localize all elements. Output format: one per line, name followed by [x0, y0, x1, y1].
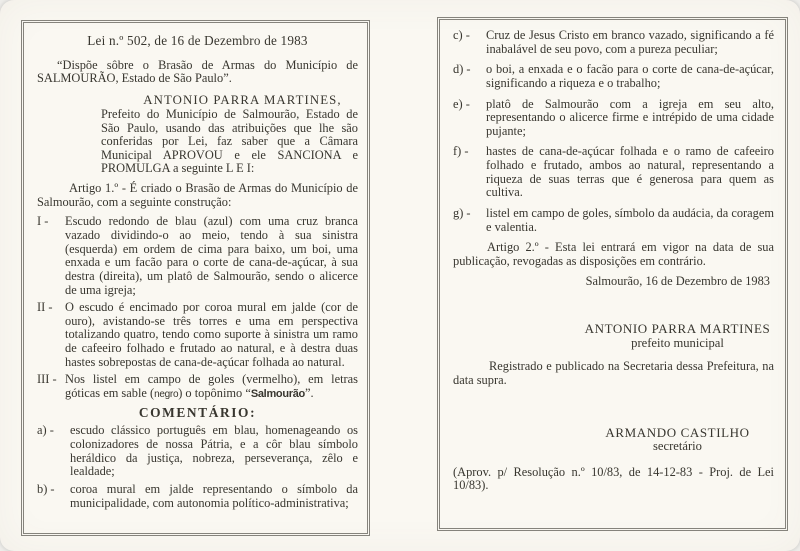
article-1: Artigo 1.º - É criado o Brasão de Armas do Município de Salmourão, com a seguinte construção: — [37, 181, 358, 209]
law-title: Lei n.º 502, de 16 de Dezembro de 1983 — [87, 33, 308, 48]
comment-item-a — [37, 424, 358, 479]
clause-iii — [37, 373, 358, 400]
secretary-signature-name: ARMANDO CASTILHO — [605, 424, 750, 440]
preamble-text: Prefeito do Município de Salmourão, Estado de São Paulo, usando das atribuições que lhe são conferidas por Lei, faz saber que a Câmara Municipal APROVOU e ele SANCIONA e PROMULGA a seguinte L E I: — [101, 106, 358, 176]
comment-item-c — [453, 29, 774, 56]
comment-item-a-marker: a) - — [37, 423, 54, 438]
mayor-signature-name: ANTONIO PARRA MARTINES — [584, 321, 771, 337]
clause-i-marker: I - — [37, 214, 49, 229]
comment-item-f — [453, 145, 774, 200]
comment-item-g-marker: g) - — [453, 206, 471, 221]
comment-item-f-text: hastes de cana-de-açúcar folhada e o ramo de cafeeiro folhado e frutado, ambos ao natural, representando a riqueza de suas terras que é generosa para quem as cultiva. — [486, 144, 774, 200]
law-subtitle: “Dispõe sôbre o Brasão de Armas do Município de SALMOURÃO, Estado de São Paulo”. — [37, 57, 358, 86]
clause-iii-text-mid: ) o topônimo “ — [178, 386, 251, 401]
clause-iii-text — [65, 373, 358, 400]
comment-item-b-text: coroa mural em jalde representando o símbolo da municipalidade, com autonomia político-administrativa; — [70, 481, 358, 510]
comment-item-b — [37, 483, 358, 510]
comment-item-g-text: listel em campo de goles, símbolo da audácia, da coragem e valentia. — [486, 206, 774, 234]
comment-item-c-marker: c) - — [453, 28, 470, 42]
comment-item-f-marker: f) - — [453, 144, 469, 159]
negro-condensed-text: negro — [154, 389, 179, 401]
clause-ii-marker: II - — [37, 300, 53, 315]
comment-item-g — [453, 207, 774, 234]
article-2: Artigo 2.º - Esta lei entrará em vigor na data de sua publicação, revogadas as disposições em contrário. — [453, 240, 774, 268]
clause-ii-text: O escudo é encimado por coroa mural em jalde (cor de ouro), avistando-se três torres e uma em perspectiva totalizando quatro, tendo como suporte à sinistra um ramo de cafeeiro folhado e frutado ao natural, e à destra duas hastes sobrepostas de cana-de-açúcar folhada ao natural. — [65, 300, 358, 369]
clause-i-text: Escudo redondo de blau (azul) com uma cruz branca vazado dividindo-o ao meio, tendo à sua sinistra (esquerda) em ordem de cima para baixo, um boi, uma enxada e um facão para o corte de cana-de-açúcar, à sua destra (direita), um platô de Salmourão, sendo o alicerce de uma igreja; — [65, 214, 358, 297]
mayor-signature-role: prefeito municipal — [631, 335, 724, 350]
comment-item-e — [453, 98, 774, 139]
toponym-gothic-text: Salmourão — [250, 388, 305, 401]
approval-note: (Aprov. p/ Resolução n.º 10/83, de 14-12-83 - Proj. de Lei 10/83). — [453, 464, 774, 493]
clause-i — [37, 215, 358, 297]
comment-item-e-marker: e) - — [453, 96, 470, 111]
comment-item-b-marker: b) - — [37, 481, 55, 496]
comment-item-c-text: Cruz de Jesus Cristo em branco vazado, significando a fé inabalável de seu povo, com a pureza peculiar; — [486, 28, 774, 56]
comment-item-d-marker: d) - — [453, 62, 471, 77]
clause-iii-text-post: ”. — [304, 386, 314, 401]
registration-note: Registrado e publicado na Secretaria dessa Prefeitura, na data supra. — [453, 359, 774, 388]
right-page-panel — [437, 17, 788, 531]
clause-iii-text-pre: Nos listel em campo de goles (vermelho), em letras góticas em sable ( — [65, 372, 358, 401]
left-page-panel — [21, 20, 370, 536]
mayor-name-heading: ANTONIO PARRA MARTINES, — [143, 92, 342, 107]
clause-ii — [37, 301, 358, 369]
comment-item-d — [453, 63, 774, 90]
mayor-signature-block — [453, 322, 774, 350]
secretary-signature-block — [453, 426, 774, 454]
commentary-heading: COMENTÁRIO: — [138, 404, 257, 420]
comment-item-d-text: o boi, a enxada e o facão para o corte de cana-de-açúcar, significando a riqueza e o trabalho; — [486, 62, 774, 90]
secretary-signature-role: secretário — [653, 438, 702, 453]
clause-iii-marker: III - — [37, 372, 57, 387]
comment-item-a-text: escudo clássico português em blau, homenageando os colonizadores de nossa Pátria, e a côr blau símbolo heráldico da justiça, nobreza, perseverança, zêlo e lealdade; — [70, 423, 358, 479]
comment-item-e-text: platô de Salmourão com a igreja em seu alto, representando o alicerce firme e intrépido de uma cidade pujante; — [486, 96, 774, 138]
dateline: Salmourão, 16 de Dezembro de 1983 — [585, 273, 770, 288]
